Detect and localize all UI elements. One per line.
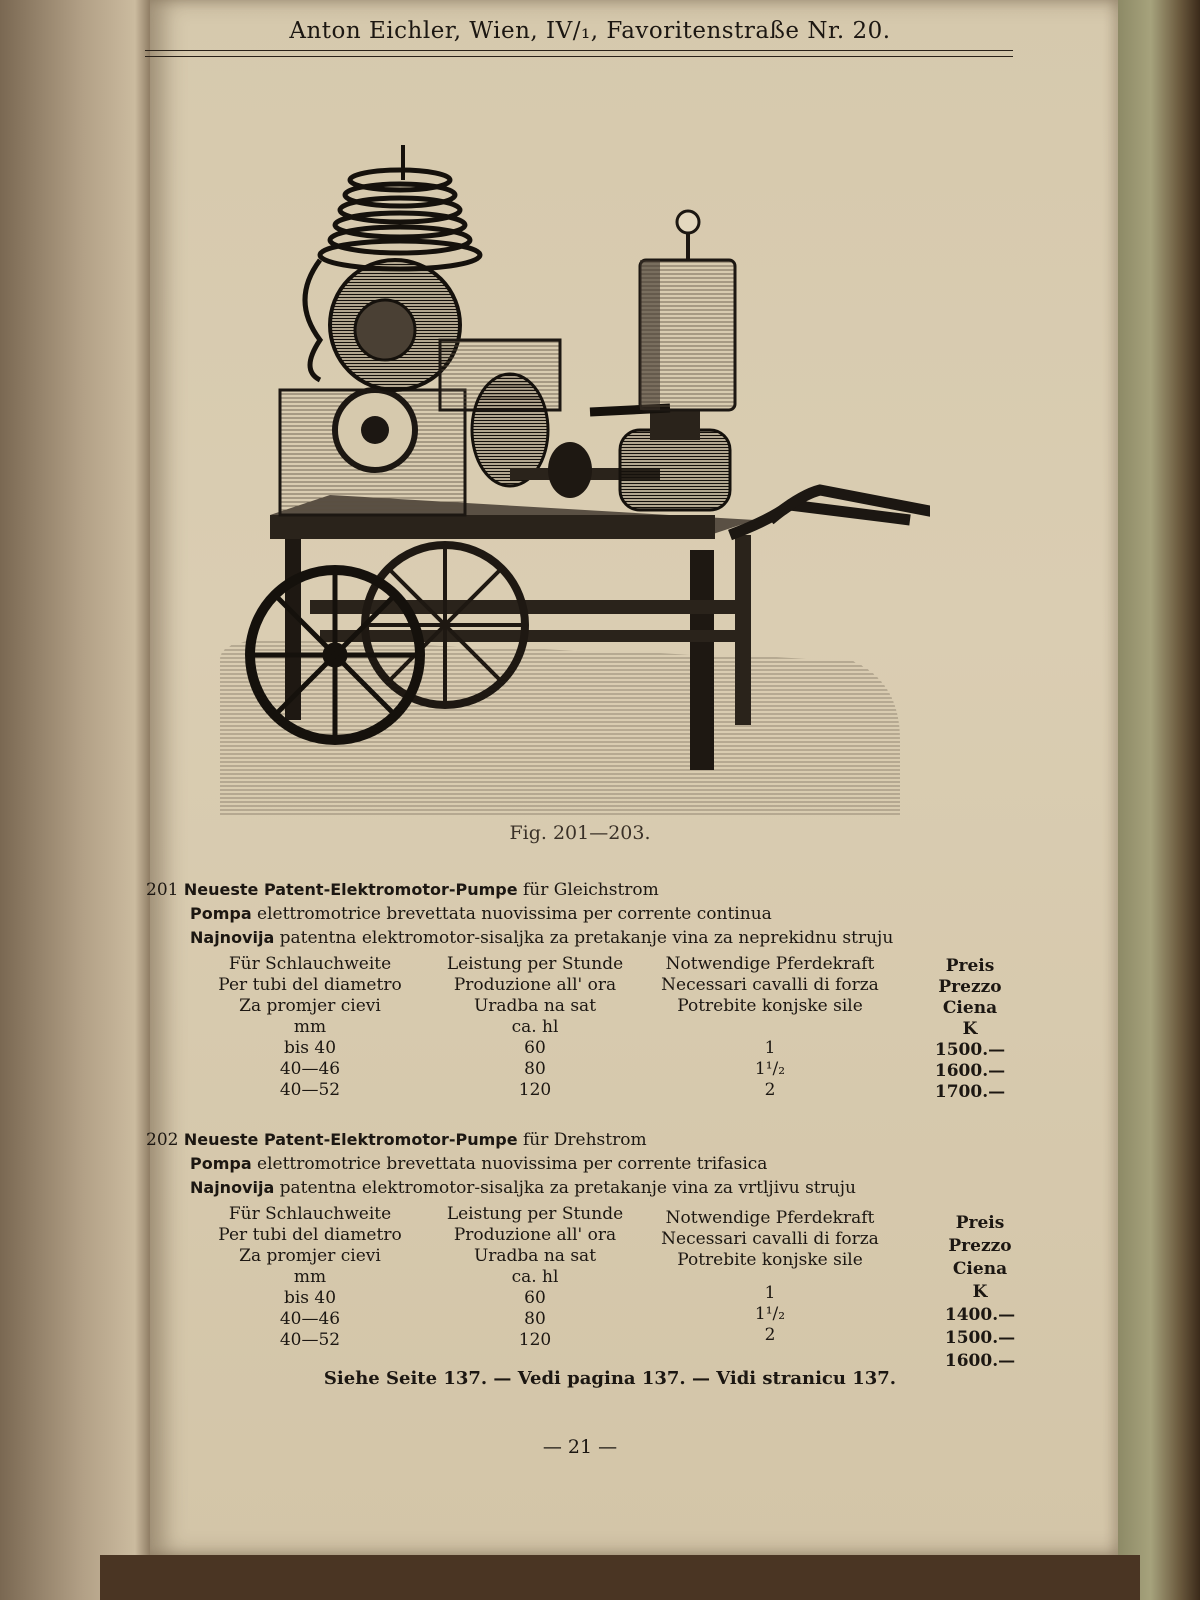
table-cell: 2 — [764, 1080, 776, 1100]
rear-wheel — [365, 545, 525, 705]
column-header-hose: Für Schlauchweite Per tubi del diametro Za promjer cievi mm bis 40 40—46 40—52 — [195, 954, 425, 1101]
page-header: Anton Eichler, Wien, IV/₁, Favoritenstraße Nr. 20. — [289, 18, 891, 44]
book-bottom-edge — [100, 1555, 1140, 1600]
left-page-edge — [0, 0, 150, 1600]
table-cell: bis 40 — [283, 1038, 337, 1058]
item-title-it: Pompa elettromotrice brevettata nuovissima per corrente trifasica — [190, 1154, 768, 1174]
table-cell: 2 — [764, 1325, 776, 1345]
table-cell: 80 — [524, 1309, 546, 1329]
catalog-page — [146, 0, 1118, 1555]
item-title-de: 201 Neueste Patent-Elektromotor-Pumpe für Gleichstrom — [146, 880, 659, 900]
item-title-de: 202 Neueste Patent-Elektromotor-Pumpe für Drehstrom — [146, 1130, 647, 1150]
table-cell: 1¹/₂ — [754, 1059, 786, 1079]
item-title-hr: Najnovija patentna elektromotor-sisaljka za pretakanje vina za vrtljivu struju — [190, 1178, 856, 1198]
see-page-note: Siehe Seite 137. — Vedi pagina 137. — Vidi stranicu 137. — [323, 1368, 897, 1389]
item-number: 201 — [146, 880, 179, 900]
column-header-power: Notwendige Pferdekraft Necessari cavalli di forza Potrebite konjske sile 1 1¹/₂ 2 — [640, 1208, 900, 1346]
table-cell: 1 — [764, 1038, 776, 1058]
front-wheel — [250, 570, 420, 740]
column-header-price: Preis Prezzo Ciena K 1500.— 1600.— 1700.— — [910, 956, 1030, 1103]
pump-illustration — [210, 140, 930, 820]
table-cell: 1700.— — [934, 1082, 1006, 1102]
table-cell: 40—46 — [279, 1059, 341, 1079]
table-cell: bis 40 — [283, 1288, 337, 1308]
header-rule — [145, 50, 1013, 57]
table-cell: 40—52 — [279, 1080, 341, 1100]
column-header-price: Preis Prezzo Ciena K 1400.— 1500.— 1600.— — [920, 1212, 1040, 1373]
item-title-it: Pompa elettromotrice brevettata nuovissima per corrente continua — [190, 904, 772, 924]
column-header-power: Notwendige Pferdekraft Necessari cavalli di forza Potrebite konjske sile 1 1¹/₂ 2 — [640, 954, 900, 1101]
table-cell: 40—52 — [279, 1330, 341, 1350]
table-cell: 1600.— — [944, 1351, 1016, 1371]
table-cell: 60 — [524, 1038, 546, 1058]
table-cell: 1500.— — [934, 1040, 1006, 1060]
page-number: — 21 — — [542, 1436, 618, 1458]
column-header-output: Leistung per Stunde Produzione all' ora Uradba na sat ca. hl 60 80 120 — [420, 954, 650, 1101]
column-header-hose: Für Schlauchweite Per tubi del diametro Za promjer cievi mm bis 40 40—46 40—52 — [195, 1204, 425, 1351]
pressure-gauge — [677, 211, 699, 233]
table-cell: 1¹/₂ — [754, 1304, 786, 1324]
table-cell: 40—46 — [279, 1309, 341, 1329]
table-cell: 120 — [518, 1330, 552, 1350]
figure-caption: Fig. 201—203. — [509, 822, 651, 844]
table-cell: 80 — [524, 1059, 546, 1079]
table-cell: 1600.— — [934, 1061, 1006, 1081]
column-header-output: Leistung per Stunde Produzione all' ora Uradba na sat ca. hl 60 80 120 — [420, 1204, 650, 1351]
table-cell: 1 — [764, 1283, 776, 1303]
table-cell: 60 — [524, 1288, 546, 1308]
item-number: 202 — [146, 1130, 179, 1150]
hose-coil — [320, 145, 480, 269]
table-cell: 1400.— — [944, 1305, 1016, 1325]
table-cell: 1500.— — [944, 1328, 1016, 1348]
item-title-hr: Najnovija patentna elektromotor-sisaljka za pretakanje vina za neprekidnu struju — [190, 928, 894, 948]
table-cell: 120 — [518, 1080, 552, 1100]
book-binding — [1118, 0, 1200, 1600]
